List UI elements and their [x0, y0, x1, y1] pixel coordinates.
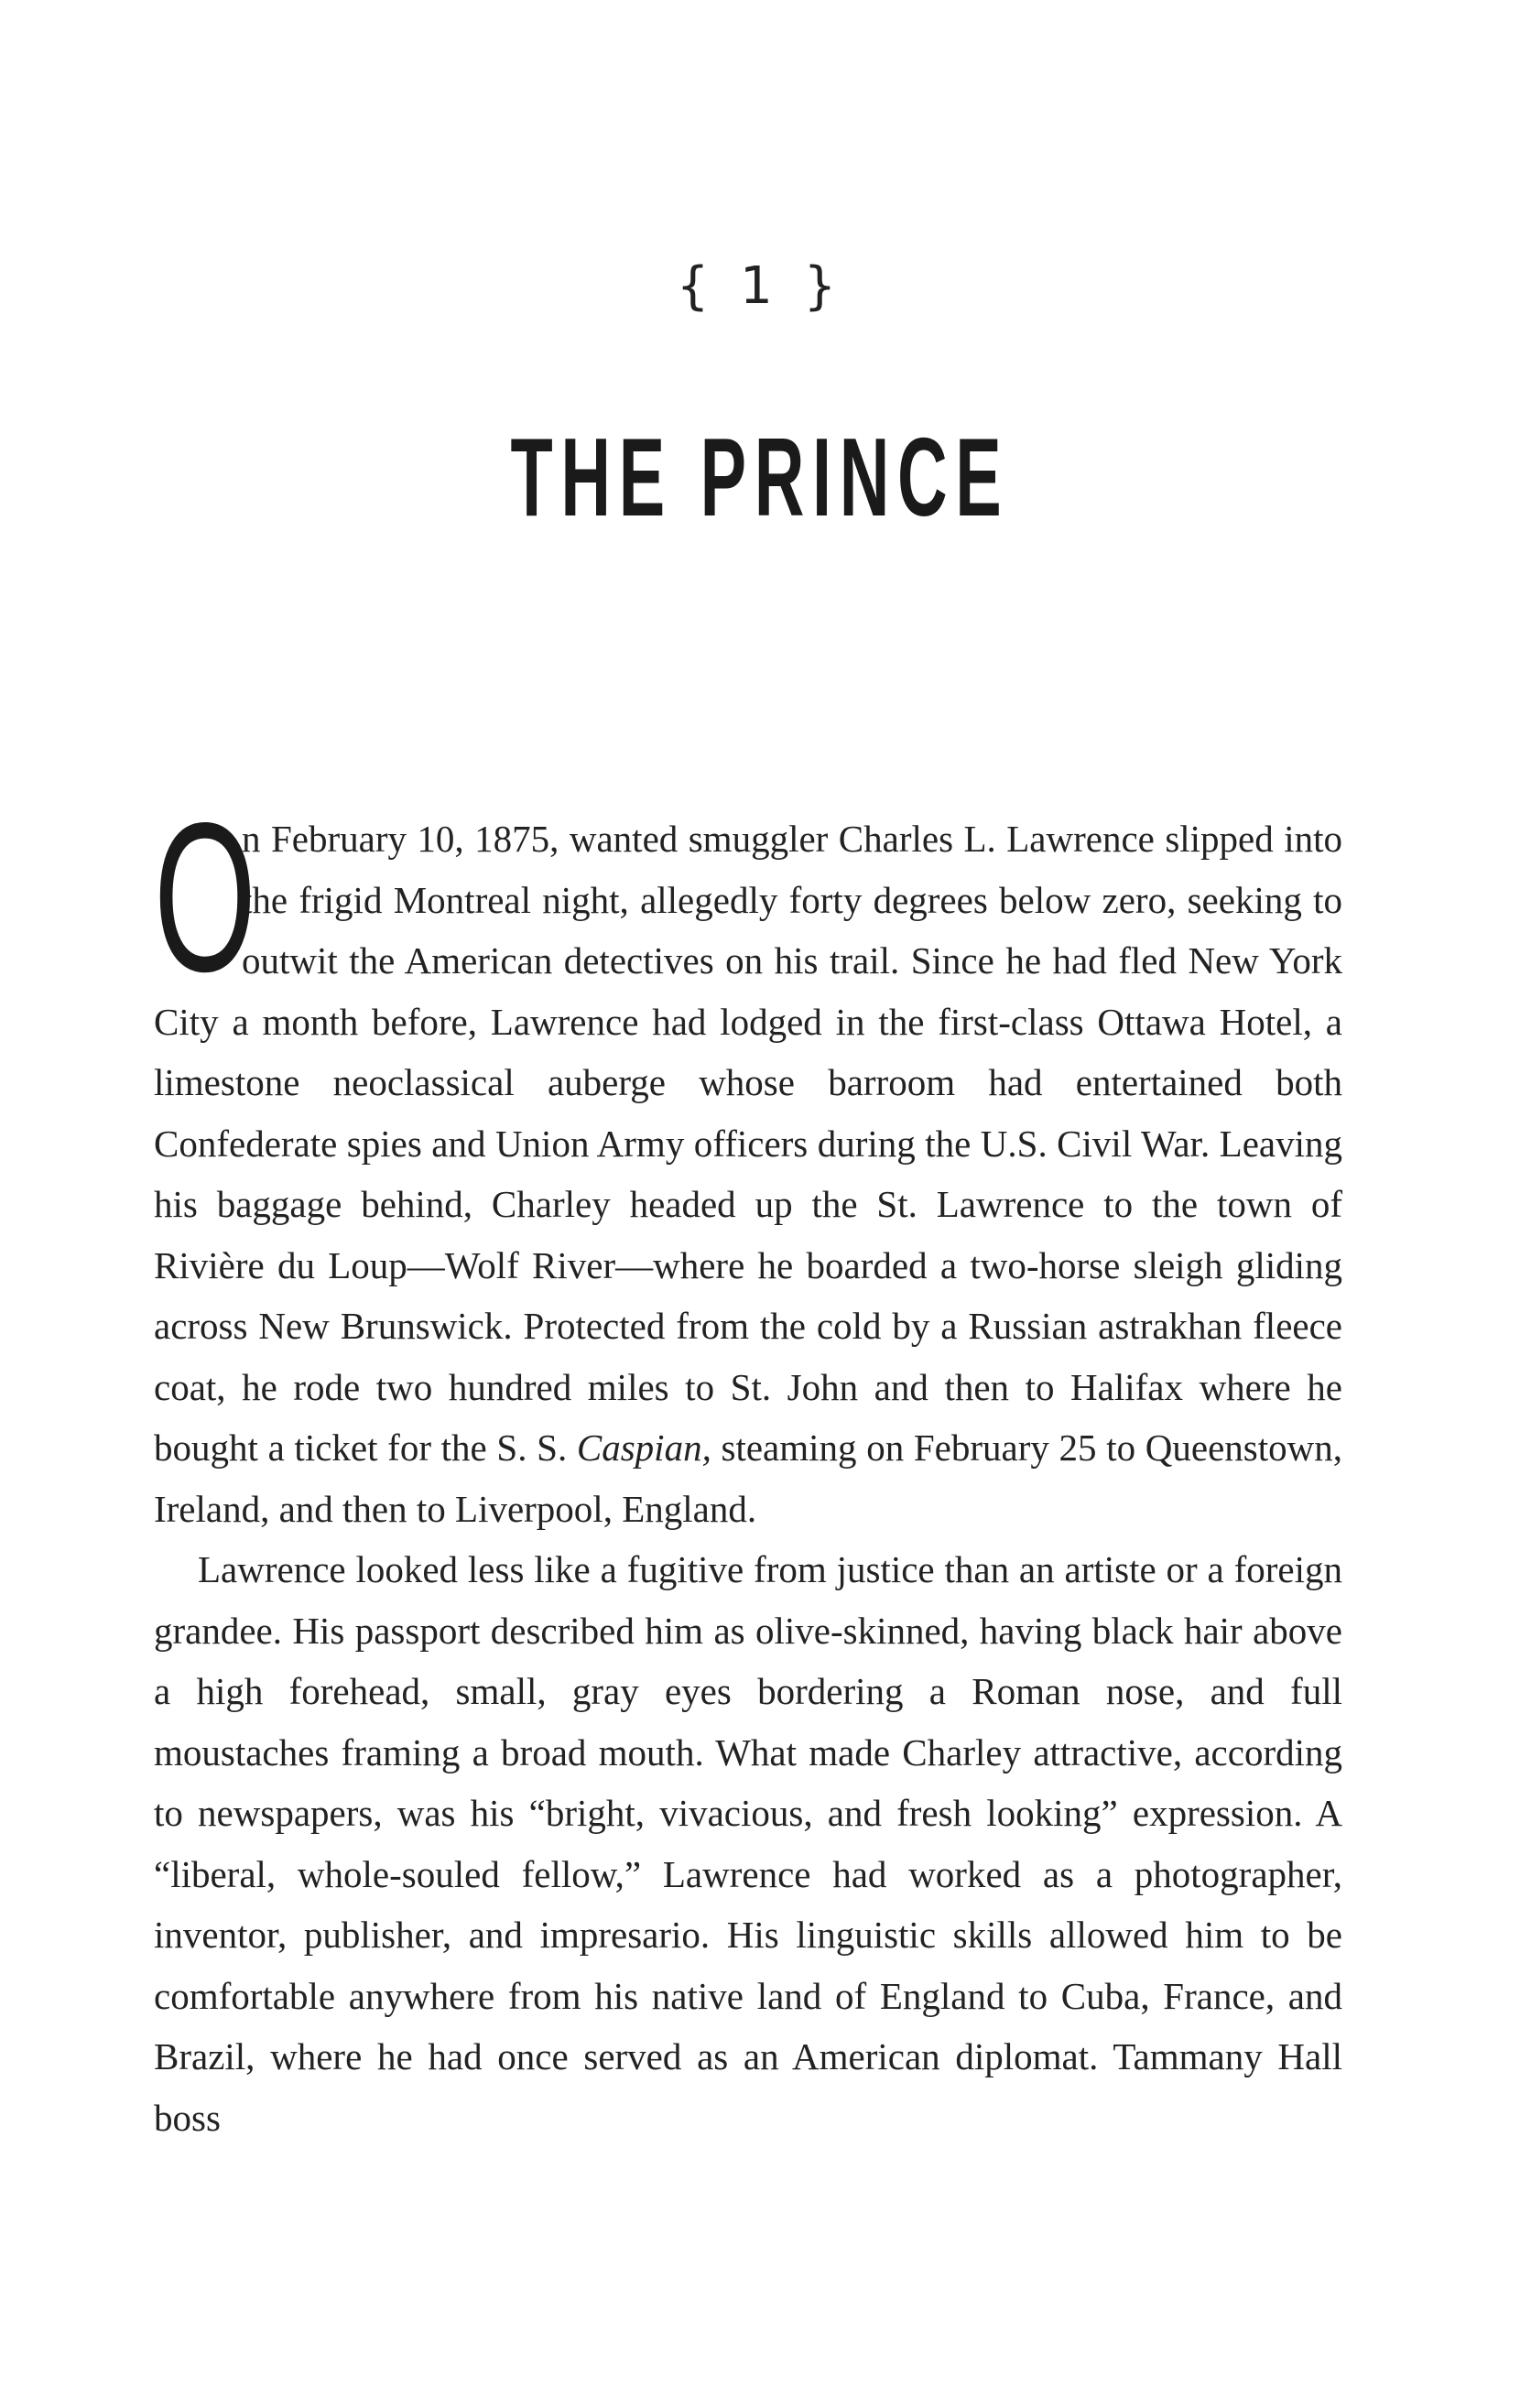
ship-name: Caspian, [576, 1426, 711, 1469]
paragraph-1-text-b: steaming on February 25 to Queenstown, Ireland, and then to Liverpool, England. [154, 1426, 1342, 1530]
drop-cap: O [154, 779, 256, 1016]
paragraph-2: Lawrence looked less like a fugitive from justice than an artiste or a foreign grandee. His passport described him as olive-skinned, having black hair above a high forehead, small, gray eyes bordering a Roman nose, and full moustaches framing a broad mouth. What made Charley attractive, according to newspapers, was his “bright, vivacious, and fresh looking” expression. A “liberal, whole-souled fellow,” Lawrence had worked as a photographer, inventor, publisher, and impresario. His linguistic skills allowed him to be comfortable anywhere from his native land of England to Cuba, France, and Brazil, where he had once served as an American diplomat. Tammany Hall boss [154, 1548, 1342, 2139]
paragraph-1 [154, 779, 1342, 1539]
chapter-number: { 1 } [676, 256, 844, 316]
paragraph-1-text-a: n February 10, 1875, wanted smuggler Charles L. Lawrence slipped into the frigid Montreal night, allegedly forty degrees below zero, seeking to outwit the American detectives on his trail. Since he had fled New York City a month before, Lawrence had lodged in the first-class Ottawa Hotel, a limestone neoclassical auberge whose barroom had entertained both Confederate spies and Union Army officers during the U.S. Civil War. Leaving his baggage behind, Charley headed up the St. Lawrence to the town of Rivière du Loup—Wolf River—where he boarded a two-horse sleigh gliding across New Brunswick. Protected from the cold by a Russian astrakhan fleece coat, he rode two hundred miles to St. John and then to Halifax where he bought a ticket for the S. S. [154, 818, 1342, 1469]
chapter-title: THE PRINCE [510, 415, 1010, 539]
chapter-body [154, 779, 1342, 2148]
